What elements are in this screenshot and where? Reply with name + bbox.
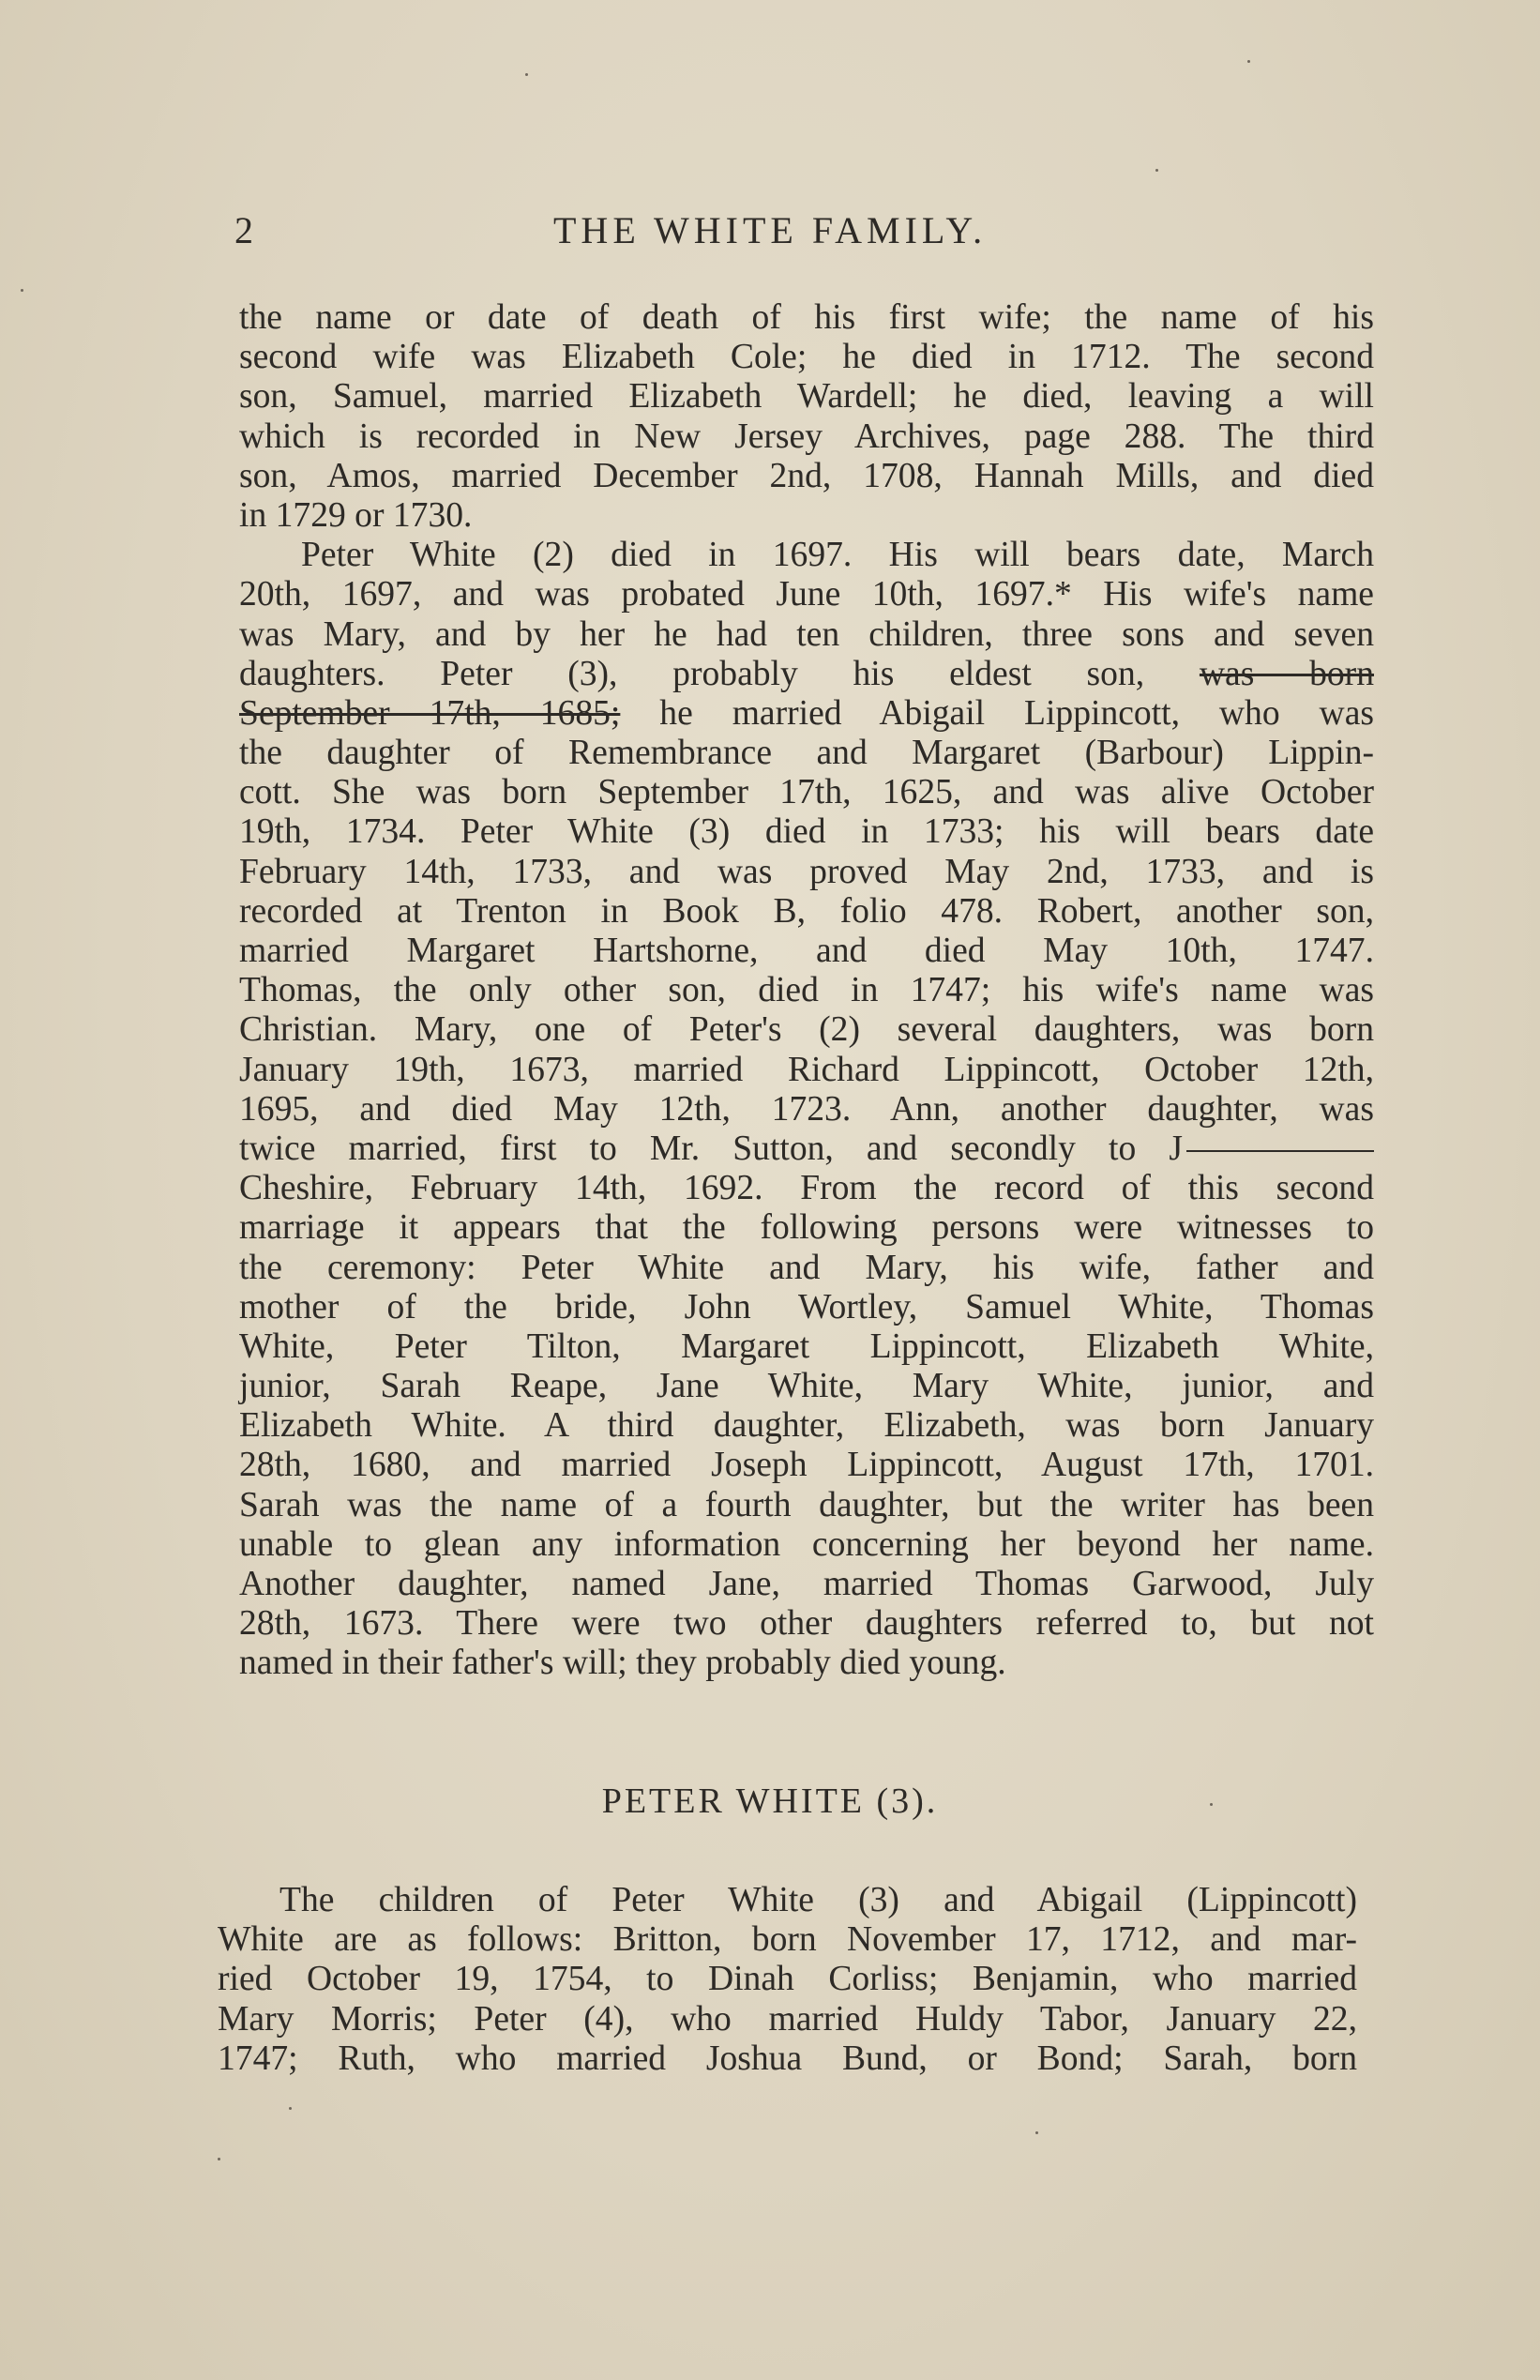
paper-speck (1035, 2131, 1038, 2134)
text-line: son, Amos, married December 2nd, 1708, Hannah Mills, and died (239, 456, 1374, 495)
text-line: cott. She was born September 17th, 1625, and was alive October (239, 773, 1374, 812)
section-heading: PETER WHITE (3). (601, 1781, 939, 1821)
paper-speck (1155, 169, 1158, 172)
text-line: Cheshire, February 14th, 1692. From the record of this second (239, 1169, 1374, 1208)
text-line: son, Samuel, married Elizabeth Wardell; he died, leaving a will (239, 377, 1374, 417)
text-line: which is recorded in New Jersey Archives, page 288. The third (239, 417, 1374, 456)
text-line: Mary Morris; Peter (4), who married Huldy Tabor, January 22, (218, 1999, 1357, 2039)
text-line: the ceremony: Peter White and Mary, his wife, father and (239, 1248, 1374, 1287)
text-line: White, Peter Tilton, Margaret Lippincott, Elizabeth White, (239, 1326, 1374, 1366)
paper-speck (218, 2158, 220, 2160)
paper-speck (1210, 1803, 1213, 1806)
text-line: Peter White (2) died in 1697. His will bears date, March (301, 536, 1374, 575)
struck-through-text: September 17th, 1685; (239, 693, 621, 733)
text-line: 1747; Ruth, who married Joshua Bund, or Bond; Sarah, born (218, 2039, 1357, 2078)
text-line: the name or date of death of his first wife; the name of his (239, 298, 1374, 337)
paper-speck (21, 289, 23, 292)
paper-speck (525, 73, 528, 76)
text-line: marriage it appears that the following persons were witnesses to (239, 1208, 1374, 1248)
text-line: mother of the bride, John Wortley, Samuel White, Thomas (239, 1287, 1374, 1326)
paper-speck (1247, 60, 1250, 63)
text-line: Sarah was the name of a fourth daughter, but the writer has been (239, 1485, 1374, 1524)
blank-name-rule (1186, 1150, 1374, 1152)
text-line (239, 694, 1374, 734)
text-segment: twice married, first to Mr. Sutton, and secondly to J (239, 1129, 1183, 1168)
text-line: ried October 19, 1754, to Dinah Corliss; Benjamin, who married (218, 1960, 1357, 1999)
text-line (239, 655, 1374, 694)
text-line: The children of Peter White (3) and Abigail (Lippincott) (279, 1881, 1357, 1919)
text-line: Elizabeth White. A third daughter, Elizabeth, was born January (239, 1406, 1374, 1446)
text-segment: he married Abigail Lippincott, who was (659, 693, 1374, 733)
text-segment: daughters. Peter (3), probably his eldest son, (239, 654, 1145, 693)
text-line: Another daughter, named Jane, married Thomas Garwood, July (239, 1565, 1374, 1603)
text-line: junior, Sarah Reape, Jane White, Mary White, junior, and (239, 1367, 1374, 1406)
text-line: in 1729 or 1730. (239, 495, 473, 535)
page-number: 2 (234, 209, 254, 251)
text-line: White are as follows: Britton, born November 17, 1712, and mar- (218, 1920, 1357, 1960)
text-line: Thomas, the only other son, died in 1747; his wife's name was (239, 971, 1374, 1010)
paragraph-1 (239, 298, 1374, 536)
struck-through-text: was born (1199, 654, 1374, 693)
text-line: 28th, 1680, and married Joseph Lippincott, August 17th, 1701. (239, 1446, 1374, 1485)
text-line: 20th, 1697, and was probated June 10th, 1697.* His wife's name (239, 575, 1374, 614)
paragraph-2 (239, 536, 1374, 1683)
text-line: unable to glean any information concerning her beyond her name. (239, 1524, 1374, 1564)
text-line: February 14th, 1733, and was proved May 2nd, 1733, and is (239, 852, 1374, 891)
paper-speck (289, 2107, 292, 2110)
text-line: named in their father's will; they probably died young. (239, 1644, 1006, 1683)
running-title: THE WHITE FAMILY. (553, 209, 988, 251)
page-header (234, 208, 1360, 265)
text-line: January 19th, 1673, married Richard Lippincott, October 12th, (239, 1050, 1374, 1089)
text-line: 1695, and died May 12th, 1723. Ann, another daughter, was (239, 1089, 1374, 1129)
text-line: was Mary, and by her he had ten children, three sons and seven (239, 614, 1374, 654)
body-text (239, 298, 1374, 1684)
text-line: the daughter of Remembrance and Margaret (Barbour) Lippin- (239, 734, 1374, 773)
text-line: Christian. Mary, one of Peter's (2) several daughters, was born (239, 1010, 1374, 1050)
text-line: recorded at Trenton in Book B, folio 478. Robert, another son, (239, 891, 1374, 931)
text-line: second wife was Elizabeth Cole; he died in 1712. The second (239, 338, 1374, 377)
text-line: 28th, 1673. There were two other daughters referred to, but not (239, 1604, 1374, 1644)
text-line (239, 1129, 1374, 1169)
section-paragraph (218, 1881, 1357, 2079)
text-line: 19th, 1734. Peter White (3) died in 1733; his will bears date (239, 812, 1374, 852)
text-line: married Margaret Hartshorne, and died May 10th, 1747. (239, 932, 1374, 970)
